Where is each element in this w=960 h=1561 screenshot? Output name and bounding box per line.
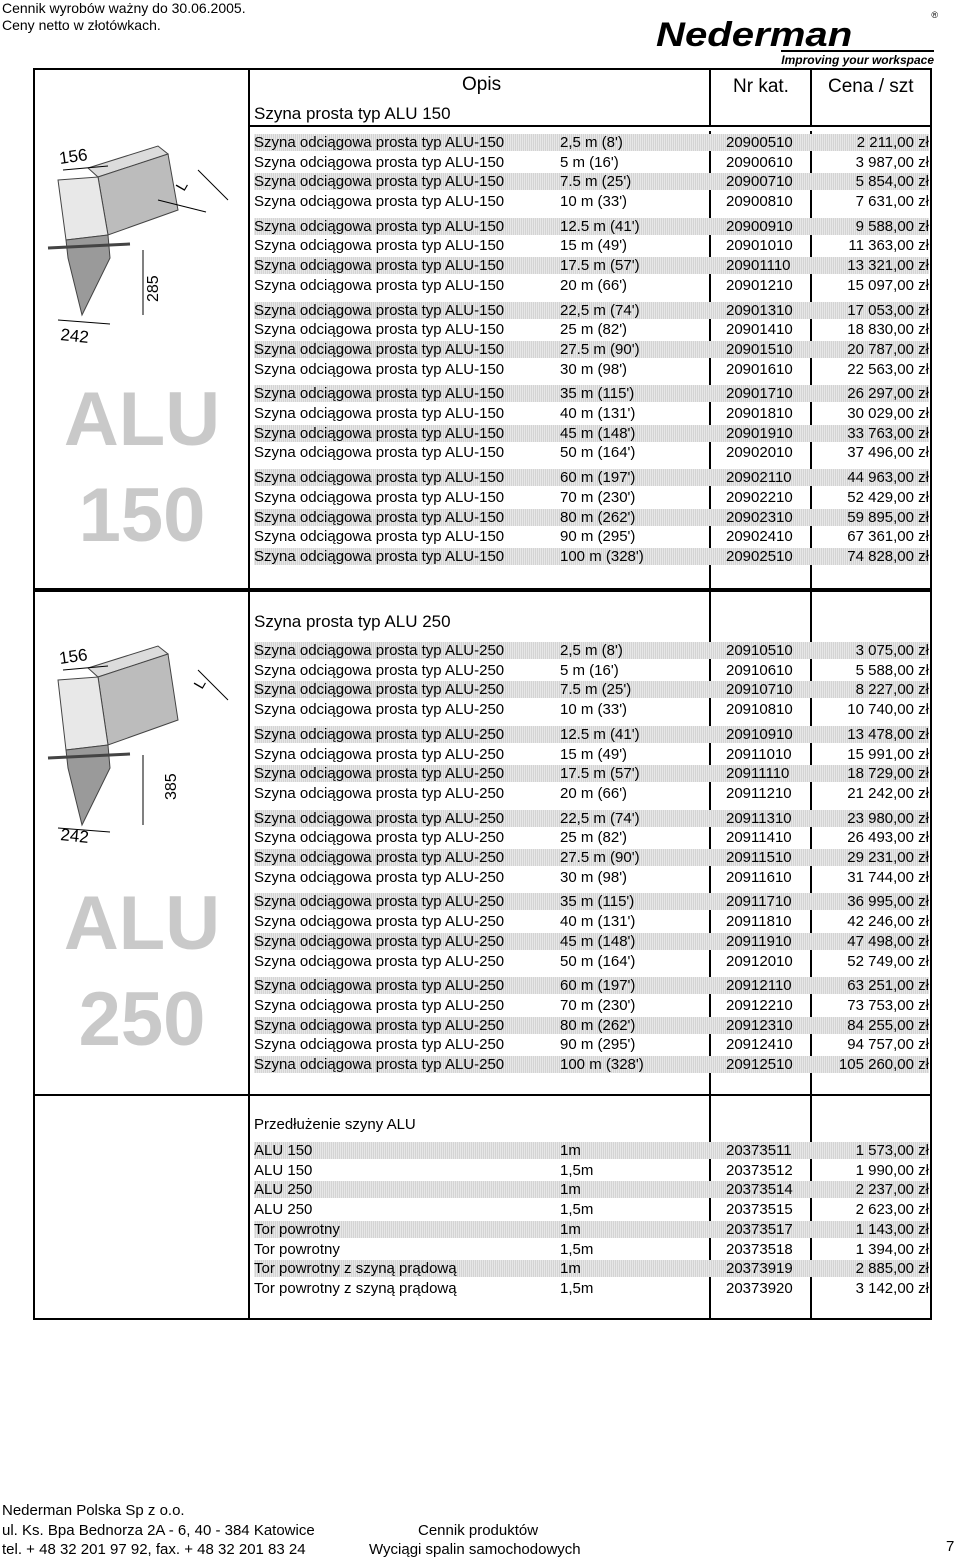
catalog-number: 20912410: [726, 1036, 793, 1053]
product-description: Szyna odciągowa prosta typ ALU-250: [254, 1036, 505, 1053]
product-length: 27.5 m (90'): [560, 341, 640, 358]
price-row: [254, 785, 929, 802]
product-length: 40 m (131'): [560, 913, 636, 930]
catalog-number: 20912310: [726, 1017, 793, 1034]
product-description: Szyna odciągowa prosta typ ALU-250: [254, 681, 505, 698]
price-row: [254, 405, 929, 422]
product-length: 90 m (295'): [560, 528, 636, 545]
unit-price: 7 631,00 zł: [855, 193, 929, 210]
product-description: ALU 250: [254, 1181, 313, 1198]
catalog-number: 20901410: [726, 321, 793, 338]
product-description: Szyna odciągowa prosta typ ALU-250: [254, 933, 505, 950]
product-description: Szyna odciągowa prosta typ ALU-250: [254, 701, 505, 718]
unit-price: 1 990,00 zł: [855, 1162, 929, 1179]
catalog-number: 20900510: [726, 134, 793, 151]
big-label-alu150-2: 150: [78, 473, 206, 558]
product-length: 20 m (66'): [560, 785, 628, 802]
price-row: [254, 1036, 929, 1053]
product-description: Tor powrotny: [254, 1221, 340, 1238]
product-length: 15 m (49'): [560, 237, 628, 254]
dim-length-alu250: L: [190, 676, 210, 692]
product-description: Szyna odciągowa prosta typ ALU-250: [254, 869, 505, 886]
product-description: Szyna odciągowa prosta typ ALU-150: [254, 469, 505, 486]
product-description: ALU 150: [254, 1162, 313, 1179]
product-length: 70 m (230'): [560, 997, 636, 1014]
product-length: 20 m (66'): [560, 277, 628, 294]
unit-price: 18 729,00 zł: [847, 765, 929, 782]
catalog-number: 20373919: [726, 1260, 793, 1277]
logo-tagline: Improving your workspace: [781, 50, 934, 67]
unit-price: 17 053,00 zł: [847, 302, 929, 319]
product-length: 1m: [560, 1181, 581, 1198]
col-divider-price-head: [810, 68, 812, 125]
unit-price: 1 394,00 zł: [855, 1241, 929, 1258]
product-description: Szyna odciągowa prosta typ ALU-150: [254, 134, 505, 151]
product-length: 5 m (16'): [560, 662, 619, 679]
product-description: Szyna odciągowa prosta typ ALU-250: [254, 746, 505, 763]
price-row: [254, 849, 929, 866]
product-description: Szyna odciągowa prosta typ ALU-150: [254, 489, 505, 506]
product-description: Szyna odciągowa prosta typ ALU-250: [254, 785, 505, 802]
price-row: [254, 746, 929, 763]
price-row: [254, 237, 929, 254]
product-length: 2,5 m (8'): [560, 642, 623, 659]
product-length: 80 m (262'): [560, 1017, 636, 1034]
dim-height-alu150: 285: [145, 275, 162, 302]
unit-price: 10 740,00 zł: [847, 701, 929, 718]
footer-catalog: Cennik produktów: [418, 1522, 539, 1539]
price-row: [254, 425, 929, 442]
catalog-number: 20901010: [726, 237, 793, 254]
price-row: [254, 1241, 929, 1258]
unit-price: 33 763,00 zł: [847, 425, 929, 442]
big-label-alu250-2: 250: [78, 977, 206, 1062]
unit-price: 5 854,00 zł: [855, 173, 929, 190]
product-length: 35 m (115'): [560, 893, 635, 910]
catalog-number: 20900710: [726, 173, 793, 190]
unit-price: 2 623,00 zł: [855, 1201, 929, 1218]
catalog-number: 20902410: [726, 528, 793, 545]
product-length: 10 m (33'): [560, 193, 628, 210]
catalog-number: 20900610: [726, 154, 793, 171]
catalog-number: 20901210: [726, 277, 793, 294]
big-label-alu250-1: ALU: [63, 881, 221, 966]
catalog-number: 20910510: [726, 642, 793, 659]
unit-price: 3 987,00 zł: [855, 154, 929, 171]
price-row: [254, 528, 929, 545]
unit-price: 67 361,00 zł: [847, 528, 929, 545]
product-description: Szyna odciągowa prosta typ ALU-150: [254, 509, 505, 526]
product-description: Szyna odciągowa prosta typ ALU-250: [254, 953, 505, 970]
catalog-number: 20373517: [726, 1221, 793, 1238]
unit-price: 8 227,00 zł: [855, 681, 929, 698]
unit-price: 30 029,00 zł: [847, 405, 929, 422]
unit-price: 5 588,00 zł: [855, 662, 929, 679]
catalog-number: 20912010: [726, 953, 793, 970]
product-description: Szyna odciągowa prosta typ ALU-250: [254, 1017, 505, 1034]
unit-price: 15 991,00 zł: [847, 746, 929, 763]
catalog-number: 20910710: [726, 681, 793, 698]
catalog-number: 20911010: [726, 746, 792, 763]
unit-price: 44 963,00 zł: [847, 469, 929, 486]
catalog-number: 20373511: [726, 1142, 792, 1159]
catalog-number: 20901810: [726, 405, 793, 422]
col-heading-opis: Opis: [462, 74, 502, 95]
unit-price: 2 885,00 zł: [855, 1260, 929, 1277]
unit-price: 52 429,00 zł: [847, 489, 929, 506]
rail-drawing-alu250: [38, 640, 248, 855]
unit-price: 1 143,00 zł: [855, 1221, 929, 1238]
price-row: [254, 953, 929, 970]
footer-address: ul. Ks. Bpa Bednorza 2A - 6, 40 - 384 Katowice: [2, 1522, 315, 1539]
footer-category: Wyciągi spalin samochodowych: [369, 1541, 581, 1558]
product-length: 100 m (328'): [560, 1056, 644, 1073]
product-length: 27.5 m (90'): [560, 849, 640, 866]
price-row: [254, 1221, 929, 1238]
unit-price: 36 995,00 zł: [847, 893, 929, 910]
price-row: [254, 933, 929, 950]
product-description: Szyna odciągowa prosta typ ALU-150: [254, 405, 505, 422]
product-description: Szyna odciągowa prosta typ ALU-150: [254, 257, 505, 274]
catalog-number: 20912210: [726, 997, 793, 1014]
unit-price: 29 231,00 zł: [847, 849, 929, 866]
price-row: [254, 1280, 929, 1297]
product-description: Szyna odciągowa prosta typ ALU-250: [254, 726, 505, 743]
price-row: [254, 134, 929, 151]
catalog-number: 20373512: [726, 1162, 793, 1179]
unit-price: 74 828,00 zł: [847, 548, 929, 565]
unit-price: 63 251,00 zł: [847, 977, 929, 994]
unit-price: 1 573,00 zł: [855, 1142, 929, 1159]
unit-price: 21 242,00 zł: [847, 785, 929, 802]
unit-price: 3 075,00 zł: [855, 642, 929, 659]
unit-price: 94 757,00 zł: [847, 1036, 929, 1053]
price-row: [254, 469, 929, 486]
price-row: [254, 385, 929, 402]
product-length: 1m: [560, 1260, 581, 1277]
unit-price: 26 297,00 zł: [847, 385, 929, 402]
product-length: 40 m (131'): [560, 405, 636, 422]
catalog-number: 20902210: [726, 489, 793, 506]
product-length: 1,5m: [560, 1162, 594, 1179]
product-description: Szyna odciągowa prosta typ ALU-150: [254, 528, 505, 545]
nederman-logo: [656, 10, 938, 68]
price-row: [254, 193, 929, 210]
product-length: 25 m (82'): [560, 321, 628, 338]
catalog-number: 20911310: [726, 810, 792, 827]
catalog-number: 20902510: [726, 548, 793, 565]
product-length: 12.5 m (41'): [560, 726, 640, 743]
product-description: Szyna odciągowa prosta typ ALU-150: [254, 154, 505, 171]
price-row: [254, 893, 929, 910]
price-row: [254, 1162, 929, 1179]
product-length: 17.5 m (57'): [560, 765, 640, 782]
price-row: [254, 489, 929, 506]
product-length: 30 m (98'): [560, 361, 628, 378]
unit-price: 31 744,00 zł: [847, 869, 929, 886]
catalog-number: 20901910: [726, 425, 793, 442]
product-length: 30 m (98'): [560, 869, 628, 886]
col-heading-cena: Cena / szt: [828, 76, 914, 97]
catalog-number: 20910910: [726, 726, 793, 743]
catalog-number: 20901510: [726, 341, 793, 358]
price-row: [254, 701, 929, 718]
catalog-number: 20911210: [726, 785, 792, 802]
footer-company: Nederman Polska Sp z o.o.: [2, 1502, 185, 1519]
product-length: 22,5 m (74'): [560, 810, 640, 827]
unit-price: 22 563,00 zł: [847, 361, 929, 378]
unit-price: 47 498,00 zł: [847, 933, 929, 950]
footer-phone: tel. + 48 32 201 97 92, fax. + 48 32 201 83 24: [2, 1541, 306, 1558]
product-length: 50 m (164'): [560, 444, 636, 461]
product-description: Szyna odciągowa prosta typ ALU-250: [254, 810, 505, 827]
product-length: 17.5 m (57'): [560, 257, 640, 274]
product-description: Tor powrotny z szyną prądową: [254, 1280, 457, 1297]
catalog-number: 20901310: [726, 302, 793, 319]
product-description: Tor powrotny z szyną prądową: [254, 1260, 457, 1277]
price-row: [254, 997, 929, 1014]
col-heading-nrkat: Nr kat.: [733, 76, 789, 97]
catalog-number: 20911410: [726, 829, 792, 846]
product-description: Szyna odciągowa prosta typ ALU-150: [254, 385, 505, 402]
product-description: Szyna odciągowa prosta typ ALU-250: [254, 642, 505, 659]
unit-price: 20 787,00 zł: [847, 341, 929, 358]
big-label-alu150-1: ALU: [63, 377, 221, 462]
catalog-number: 20911110: [726, 765, 790, 782]
catalog-number: 20902110: [726, 469, 792, 486]
price-row: [254, 765, 929, 782]
unit-price: 23 980,00 zł: [847, 810, 929, 827]
product-length: 1,5m: [560, 1241, 594, 1258]
validity-note: Cennik wyrobów ważny do 30.06.2005.: [2, 0, 246, 16]
dim-bottom-alu150: 242: [59, 325, 90, 347]
catalog-number: 20901110: [726, 257, 791, 274]
dim-top-alu150: 156: [57, 145, 89, 168]
unit-price: 11 363,00 zł: [848, 237, 929, 254]
catalog-number: 20912110: [726, 977, 792, 994]
product-description: Szyna odciągowa prosta typ ALU-150: [254, 425, 505, 442]
unit-price: 52 749,00 zł: [847, 953, 929, 970]
product-length: 15 m (49'): [560, 746, 628, 763]
catalog-number: 20911910: [726, 933, 792, 950]
product-description: Szyna odciągowa prosta typ ALU-150: [254, 218, 505, 235]
product-description: Szyna odciągowa prosta typ ALU-250: [254, 913, 505, 930]
product-length: 1,5m: [560, 1280, 594, 1297]
product-description: Szyna odciągowa prosta typ ALU-250: [254, 765, 505, 782]
product-description: Szyna odciągowa prosta typ ALU-150: [254, 173, 505, 190]
product-description: Szyna odciągowa prosta typ ALU-250: [254, 849, 505, 866]
product-description: Szyna odciągowa prosta typ ALU-250: [254, 662, 505, 679]
product-description: Szyna odciągowa prosta typ ALU-150: [254, 341, 505, 358]
price-row: [254, 444, 929, 461]
dim-bottom-alu250: 242: [59, 825, 90, 847]
col-divider-cat-head: [709, 68, 711, 125]
product-length: 35 m (115'): [560, 385, 635, 402]
product-length: 50 m (164'): [560, 953, 636, 970]
product-description: ALU 250: [254, 1201, 313, 1218]
dim-length-alu150: L: [172, 178, 192, 194]
dim-top-alu250: 156: [57, 645, 89, 668]
section-title-extension: Przedłużenie szyny ALU: [254, 1116, 416, 1133]
product-length: 12.5 m (41'): [560, 218, 640, 235]
price-row: [254, 509, 929, 526]
unit-price: 42 246,00 zł: [847, 913, 929, 930]
catalog-number: 20373920: [726, 1280, 793, 1297]
price-row: [254, 218, 929, 235]
product-length: 60 m (197'): [560, 977, 636, 994]
product-length: 10 m (33'): [560, 701, 628, 718]
product-description: Szyna odciągowa prosta typ ALU-250: [254, 829, 505, 846]
header-rule: [248, 125, 932, 127]
currency-note: Ceny netto w złotówkach.: [2, 17, 161, 33]
catalog-number: 20373514: [726, 1181, 793, 1198]
logo-wordmark: Nederman: [656, 16, 853, 54]
section-title-alu150: Szyna prosta typ ALU 150: [254, 104, 451, 123]
unit-price: 73 753,00 zł: [847, 997, 929, 1014]
product-length: 7.5 m (25'): [560, 173, 632, 190]
product-description: Szyna odciągowa prosta typ ALU-250: [254, 1056, 505, 1073]
product-length: 80 m (262'): [560, 509, 636, 526]
price-row: [254, 977, 929, 994]
product-description: Szyna odciągowa prosta typ ALU-150: [254, 444, 505, 461]
price-row: [254, 662, 929, 679]
product-description: Tor powrotny: [254, 1241, 340, 1258]
logo-registered-mark: ®: [931, 10, 938, 20]
product-length: 70 m (230'): [560, 489, 636, 506]
price-row: [254, 341, 929, 358]
price-row: [254, 726, 929, 743]
catalog-number: 20910810: [726, 701, 793, 718]
product-description: ALU 150: [254, 1142, 313, 1159]
unit-price: 13 478,00 zł: [847, 726, 929, 743]
unit-price: 26 493,00 zł: [847, 829, 929, 846]
catalog-number: 20912510: [726, 1056, 793, 1073]
catalog-number: 20901610: [726, 361, 793, 378]
product-description: Szyna odciągowa prosta typ ALU-250: [254, 893, 505, 910]
unit-price: 2 237,00 zł: [855, 1181, 929, 1198]
catalog-number: 20373515: [726, 1201, 793, 1218]
unit-price: 59 895,00 zł: [847, 509, 929, 526]
product-length: 45 m (148'): [560, 425, 636, 442]
price-row: [254, 681, 929, 698]
product-description: Szyna odciągowa prosta typ ALU-150: [254, 548, 505, 565]
product-length: 1m: [560, 1142, 581, 1159]
price-row: [254, 642, 929, 659]
product-description: Szyna odciągowa prosta typ ALU-250: [254, 977, 505, 994]
price-row: [254, 302, 929, 319]
price-row: [254, 321, 929, 338]
price-row: [254, 277, 929, 294]
footer-page-number: 7: [946, 1538, 955, 1555]
catalog-number: 20911610: [726, 869, 792, 886]
product-description: Szyna odciągowa prosta typ ALU-150: [254, 302, 505, 319]
price-row: [254, 810, 929, 827]
unit-price: 9 588,00 zł: [855, 218, 929, 235]
section-title-alu250: Szyna prosta typ ALU 250: [254, 612, 451, 631]
product-description: Szyna odciągowa prosta typ ALU-150: [254, 193, 505, 210]
catalog-number: 20901710: [726, 385, 793, 402]
price-row: [254, 1056, 929, 1073]
catalog-number: 20911510: [726, 849, 792, 866]
product-length: 90 m (295'): [560, 1036, 636, 1053]
product-description: Szyna odciągowa prosta typ ALU-150: [254, 237, 505, 254]
price-row: [254, 1017, 929, 1034]
price-row: [254, 257, 929, 274]
price-row: [254, 1201, 929, 1218]
product-description: Szyna odciągowa prosta typ ALU-150: [254, 321, 505, 338]
catalog-number: 20902310: [726, 509, 793, 526]
catalog-number: 20902010: [726, 444, 793, 461]
unit-price: 37 496,00 zł: [847, 444, 929, 461]
price-row: [254, 829, 929, 846]
price-row: [254, 869, 929, 886]
unit-price: 105 260,00 zł: [838, 1056, 929, 1073]
catalog-number: 20900810: [726, 193, 793, 210]
product-length: 2,5 m (8'): [560, 134, 623, 151]
product-description: Szyna odciągowa prosta typ ALU-250: [254, 997, 505, 1014]
catalog-number: 20373518: [726, 1241, 793, 1258]
price-row: [254, 154, 929, 171]
catalog-number: 20910610: [726, 662, 793, 679]
product-length: 7.5 m (25'): [560, 681, 632, 698]
product-length: 1,5m: [560, 1201, 594, 1218]
price-row: [254, 173, 929, 190]
product-length: 100 m (328'): [560, 548, 644, 565]
product-length: 60 m (197'): [560, 469, 636, 486]
price-row: [254, 1260, 929, 1277]
dim-height-alu250: 385: [163, 773, 180, 800]
price-row: [254, 1142, 929, 1159]
product-description: Szyna odciągowa prosta typ ALU-150: [254, 277, 505, 294]
price-row: [254, 548, 929, 565]
product-length: 45 m (148'): [560, 933, 636, 950]
product-length: 1m: [560, 1221, 581, 1238]
catalog-number: 20911810: [726, 913, 792, 930]
unit-price: 3 142,00 zł: [855, 1280, 929, 1297]
catalog-number: 20900910: [726, 218, 793, 235]
unit-price: 18 830,00 zł: [847, 321, 929, 338]
product-description: Szyna odciągowa prosta typ ALU-150: [254, 361, 505, 378]
product-length: 5 m (16'): [560, 154, 619, 171]
unit-price: 15 097,00 zł: [847, 277, 929, 294]
product-length: 25 m (82'): [560, 829, 628, 846]
unit-price: 13 321,00 zł: [847, 257, 929, 274]
price-row: [254, 913, 929, 930]
unit-price: 2 211,00 zł: [856, 134, 929, 151]
price-row: [254, 361, 929, 378]
product-length: 22,5 m (74'): [560, 302, 640, 319]
catalog-number: 20911710: [726, 893, 792, 910]
rail-drawing-alu150: [38, 140, 248, 355]
col-divider-left: [248, 68, 250, 1320]
unit-price: 84 255,00 zł: [847, 1017, 929, 1034]
price-row: [254, 1181, 929, 1198]
